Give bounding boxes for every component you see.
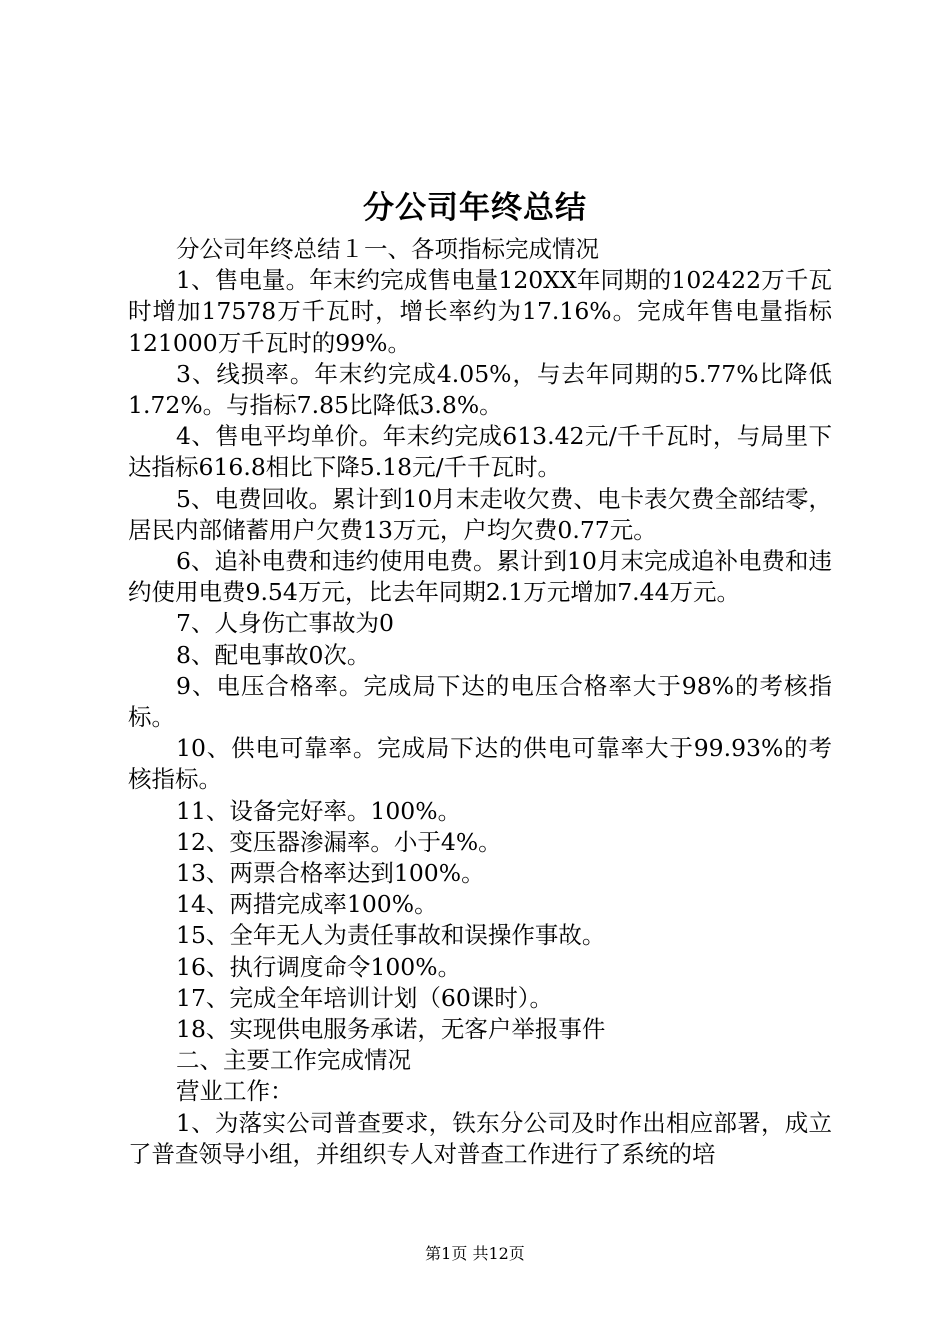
paragraph: 12、变压器渗漏率。小于4%。 [176,827,502,856]
paragraph: 二、主要工作完成情况 [176,1046,411,1075]
paragraph: 1、售电量。年末约完成售电量120XX年同期的102422万千瓦时增加17578万千瓦时，增长率约为17.16%。完成年售电量指标121000万千瓦时的99%。 [128,266,832,357]
paragraph: 9、电压合格率。完成局下达的电压合格率大于98%的考核指标。 [128,671,832,732]
paragraph: 13、两票合格率达到100%。 [176,859,485,888]
paragraph: 1、为落实公司普查要求，铁东分公司及时作出相应部署，成立了普查领导小组，并组织专人对普查工作进行了系统的培 [128,1108,832,1168]
paragraph: 10、供电可靠率。完成局下达的供电可靠率大于99.93%的考核指标。 [128,734,832,794]
document-body [128,234,832,1170]
paragraph: 8、配电事故0次。 [176,640,371,669]
paragraph: 14、两措完成率100%。 [176,890,438,919]
paragraph: 4、售电平均单价。年末约完成613.42元/千千瓦时，与局里下达指标616.8相比下降5.18元/千千瓦时。 [128,422,832,482]
paragraph: 16、执行调度命令100%。 [176,952,462,981]
paragraph: 15、全年无人为责任事故和误操作事故。 [176,921,606,950]
paragraph: 17、完成全年培训计划（60课时）。 [176,983,554,1012]
paragraph: 6、追补电费和违约使用电费。累计到10月末完成追补电费和违约使用电费9.54万元，比去年同期2.1万元增加7.44万元。 [128,547,832,607]
paragraph: 3、线损率。年末约完成4.05%，与去年同期的5.77%比降低1.72%。与指标7.85比降低3.8%。 [128,359,832,420]
paragraph: 7、人身伤亡事故为0 [176,609,394,638]
paragraph: 5、电费回收。累计到10月末走收欠费、电卡表欠费全部结零，居民内部储蓄用户欠费13万元，户均欠费0.77元。 [128,484,832,544]
paragraph: 18、实现供电服务承诺，无客户举报事件 [176,1015,606,1044]
document-title: 分公司年终总结 [363,190,587,226]
page-footer: 第1页 共12页 [425,1244,525,1263]
paragraph: 11、设备完好率。100%。 [176,796,462,825]
paragraph: 营业工作： [176,1077,294,1106]
paragraph: 分公司年终总结１一、各项指标完成情况 [176,235,599,263]
